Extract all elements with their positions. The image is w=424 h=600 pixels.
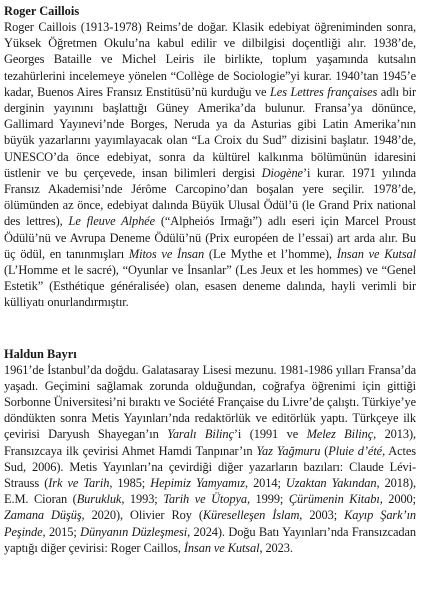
text-run: , 2015; — [42, 524, 81, 539]
text-run: , 1985; — [109, 476, 151, 491]
text-run: (Le Mythe et l’homme), — [204, 246, 337, 261]
italic-title: Burukluk — [76, 492, 122, 507]
italic-title: İnsan ve Kutsal — [336, 246, 416, 261]
text-run: , 2023. — [259, 540, 293, 555]
text-run: 1961’de İstanbul’da doğdu. Galatasaray Lisesi mezunu. 1981-1986 yılları Fransa’da yaşadı. Geçimini sağlamak zorunda olduğundan, coğrafya öğrenimi için gittiği Sorbonne Üniversitesi’ni bıraktı ve Société Française du Livre’de çalıştı. Türkiye’ye döndükten sonra Metis Yayınları’nda redaktörlük ve editörlük yaptı. Türkçeye ilk çevirisi Daryush Shayegan’ın — [4, 362, 416, 442]
translator-bio-bayri — [4, 346, 416, 556]
italic-title: İnsan ve Kutsal — [183, 540, 260, 555]
text-run: , 2000; — [379, 492, 416, 507]
italic-title: Pluie d’été — [328, 443, 383, 458]
text-run: , 2014; — [244, 476, 286, 491]
italic-title: Mitos ve İnsan — [128, 246, 205, 261]
italic-title: Les Lettres françaises — [270, 84, 378, 99]
italic-title: Çürümenin Kitabı — [288, 492, 380, 507]
text-run: (“Alpheiós Irmağı”) adlı eseri için Marcel Proust Ödülü’nü ve Avrupa Deneme Ödülü’nü (Prix européen de l’essai) art arda alır. Bu üç ödül, en tanınmışları — [4, 214, 417, 261]
text-run: ( — [320, 443, 329, 458]
translator-bio-text — [4, 362, 416, 556]
text-run: , 2024). Doğu Batı Yayınları’nda Fransızcadan yaptığı diğer çevirisi: Roger Caillos, — [4, 524, 417, 555]
italic-title: Uzaktan Yakından — [285, 476, 377, 491]
text-run: ’i (1991 ve — [233, 427, 307, 442]
text-run: , 1999; — [246, 492, 289, 507]
text-run: , 1993; — [121, 492, 164, 507]
italic-title: Yaralı Bilinç — [167, 427, 234, 442]
text-run: Roger Caillois (1913-1978) Reims’de doğar. Klasik edebiyat öğreniminden sonra, Yüksek Öğretmen Okulu’na kabul edilir ve dilbilgisi doçentliği alır. 1938’de, Georges Bataille ve Michel Leiris ile birlikte, toplum yaşamında kutsalın tezahürlerini incelemeye yönelen “Collège de Sociologie”yi kurar. 1940’tan 1945’e kadar, Buenos Aires Fransız Enstitüsü’nü kurduğu ve — [4, 20, 416, 99]
text-run: , 2020), Olivier Roy ( — [81, 508, 203, 523]
author-name: Roger Caillois — [4, 4, 80, 18]
text-run: (L’Homme et le sacré), “Oyunlar ve İnsanlar” (Les Jeux et les hommes) ve “Genel Estetik” (Esthétique généralisée) olan, esasen deneme dalında, hayli verimli bir külliyatı onurlandırmıştır. — [4, 263, 416, 310]
translator-name: Haldun Bayrı — [4, 346, 77, 361]
text-run: , 2018), E.M. Cioran ( — [4, 476, 416, 507]
text-run: , Actes Sud, 2006). Metis Yayınları’na çevirdiği diğer yazarların bazıları: Claude Lévi-Strauss ( — [4, 443, 416, 491]
text-run: , 2003; — [299, 508, 345, 523]
text-run: adlı bir derginin yayınını başlattığı Güney Amerika’da bulunur. Fransa’ya dönünce, Gallimard Yayınevi’nde Borges, Neruda ya da Asturias gibi Latin Amerika’nın büyük yazarlarını yayımlayacak olan “La Croix du Sud” dizisini başlatır. 1948’de, UNESCO’da önce edebiyat, sonra da kültürel kalkınma bölümünün idaresini üstlenir ve bu çerçevede, insan bilimleri dergisi — [4, 84, 417, 180]
italic-title: Le fleuve Alphée — [68, 214, 155, 229]
italic-title: Küreselleşen İslam — [202, 508, 300, 523]
author-bio-caillois — [4, 3, 416, 311]
italic-title: Irk ve Tarih — [48, 476, 110, 491]
italic-title: Zamana Düşüş — [4, 508, 82, 523]
author-bio-text — [4, 19, 416, 311]
italic-title: Diogène — [261, 165, 303, 180]
italic-title: Tarih ve Ütopya — [163, 492, 247, 507]
italic-title: Melez Bilinç — [306, 427, 374, 442]
italic-title: Yaz Yağmuru — [256, 443, 321, 458]
text-run: ’i kurar. 1971 yılında Fransız Akademisi’nde Jérôme Carcopino’dan boşalan yere seçilir. 1978’de, ölümünden az önce, edebiyat dalında Büyük Ulusal Ödül’ü (le Grand Prix national des lettres), — [4, 165, 416, 229]
italic-title: Dünyanın Düzleşmesi — [80, 524, 188, 539]
italic-title: Kayıp Şark’ın Peşinde — [4, 508, 417, 539]
text-run: , 2013), Fransızcaya ilk çevirisi Ahmet Hamdi Tanpınar’ın — [4, 427, 416, 458]
italic-title: Hepimiz Yamyamız — [150, 476, 245, 491]
